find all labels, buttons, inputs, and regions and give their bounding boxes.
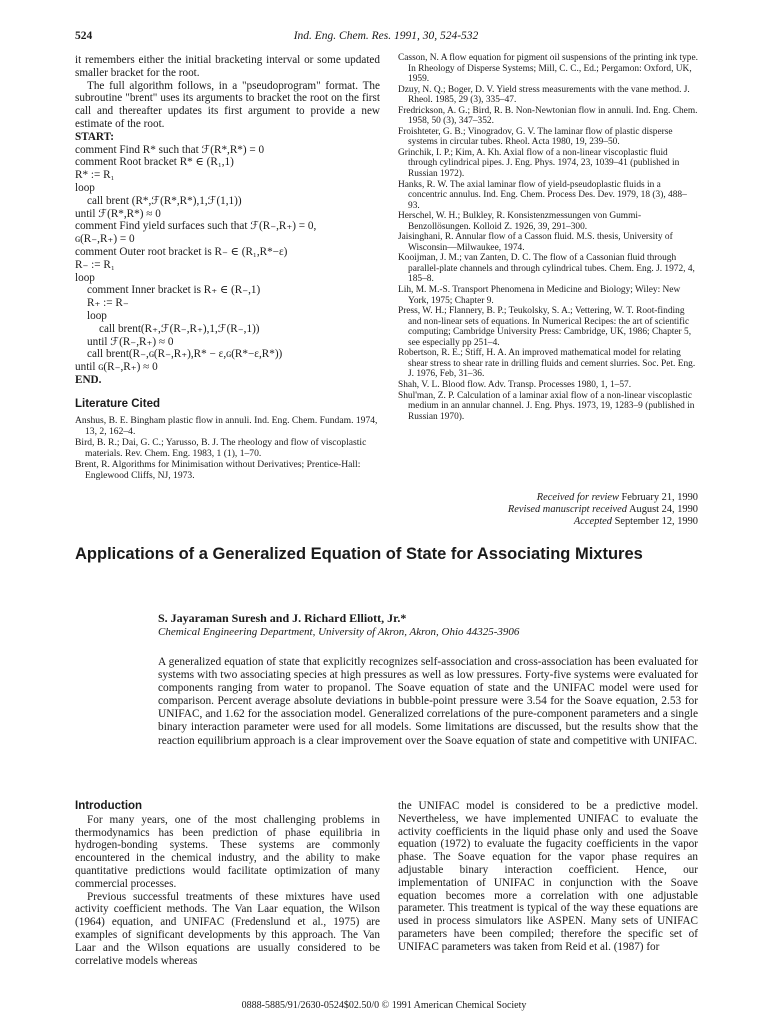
reference-item: Froishteter, G. B.; Vinogradov, G. V. The laminar flow of plastic disperse systems in circular tubes. Rheol. Acta 1980, 19, 239–50. xyxy=(398,126,673,148)
reference-item: Brent, R. Algorithms for Minimisation without Derivatives; Prentice-Hall: Englewood Cliffs, NJ, 1973. xyxy=(75,458,361,481)
reference-item: Casson, N. A flow equation for pigment oil suspensions of the printing ink type. In Rheology of Disperse Systems; Mill, C. C., Ed.; Pergamon: Oxford, UK, 1959. xyxy=(398,53,698,85)
reference-item: Bird, B. R.; Dai, G. C.; Yarusso, B. J. The rheology and flow of viscoplastic materials. Rev. Chem. Eng. 1983, 1 (1), 1–70. xyxy=(75,436,367,459)
algorithm-line: ɢ(R₋,R₊) = 0 xyxy=(75,233,135,246)
reference-item: Anshus, B. E. Bingham plastic flow in annuli. Ind. Eng. Chem. Fundam. 1974, 13, 2, 162–4. xyxy=(75,414,378,437)
paragraph: the UNIFAC model is considered to be a predictive model. Nevertheless, we have implemented UNIFAC to evaluate the activity coefficients in the liquid phase only and used the Soave equation (1972) to evaluate the fugacity coefficients in the vapor phase. The Soave equation for the vapor phase requires an adjustable binary interaction coefficient. Hence, our implementation of UNIFAC in conjunction with the Soave equation becomes more a correlation with one adjustable parameter. This treatment is typical of the way these equations are used in process simulators like ASPEN. Many sets of UNIFAC parameters have been compiled; therefore the specific set of UNIFAC parameters was taken from Reid et al. (1987) for xyxy=(398,800,698,953)
running-header xyxy=(75,30,697,46)
algorithm-line: call brent(R₊,ℱ(R₋,R₊),1,ℱ(R₋,1)) xyxy=(99,322,260,335)
copyright-footer: 0888-5885/91/2630-0524$02.50/0 © 1991 American Chemical Society xyxy=(241,1000,527,1011)
algorithm-line: comment Inner bracket is R₊ ∈ (R₋,1) xyxy=(87,284,261,297)
reference-item: Shul'man, Z. P. Calculation of a laminar axial flow of a non-linear viscoplastic medium in an annular channel. J. Eng. Phys. 1973, 19, 1283–9 (published in Russian 1970). xyxy=(398,390,695,422)
accepted-line: Accepted September 12, 1990 xyxy=(573,516,698,528)
algorithm-line: R₊ := R₋ xyxy=(87,297,129,310)
journal-reference: Ind. Eng. Chem. Res. 1991, 30, 524-532 xyxy=(293,30,479,42)
algorithm-line: R* := R₁ xyxy=(75,169,115,182)
reference-item: Jaisinghani, R. Annular flow of a Casson fluid. M.S. thesis, University of Wisconsin—Milwaukee, 1974. xyxy=(398,232,673,253)
paragraph: Previous successful treatments of these mixtures have used activity coefficient methods. The Van Laar equation, the Wilson (1964) equation, and UNIFAC (Fredenslund et al., 1975) are examples of significant developments by this approach. The Van Laar and the Wilson equations are usually considered to be correlative models whereas xyxy=(75,890,380,967)
page-number: 524 xyxy=(75,30,93,42)
algorithm-line: comment Root bracket R* ∈ (R₁,1) xyxy=(75,156,234,169)
revised-line: Revised manuscript received August 24, 1990 xyxy=(507,504,698,516)
reference-item: Kooijman, J. M.; van Zanten, D. C. The flow of a Cassonian fluid through parallel-plate channels and through cylindrical tubes. Chem. Eng. J. 1972, 4, 185–8. xyxy=(398,253,695,285)
paragraph: it remembers either the initial bracketing interval or some updated smaller bracket for the root. xyxy=(75,54,380,79)
introduction-right xyxy=(398,800,698,954)
algorithm-line: comment Find yield surfaces such that ℱ(R₋,R₊) = 0, xyxy=(75,220,317,233)
author-affiliation: Chemical Engineering Department, University of Akron, Akron, Ohio 44325-3906 xyxy=(158,626,520,638)
article-authors: S. Jayaraman Suresh and J. Richard Elliott, Jr.* xyxy=(158,611,407,625)
reference-item: Herschel, W. H.; Bulkley, R. Konsistenzmessungen von Gummi-Benzollösungen. Kolloid Z. 1926, 39, 291–300. xyxy=(398,211,642,232)
reference-item: Dzuy, N. Q.; Boger, D. V. Yield stress measurements with the vane method. J. Rheol. 1985, 29 (3), 335–47. xyxy=(398,84,690,106)
reference-item: Press, W. H.; Flannery, B. P.; Teukolsky, S. A.; Vettering, W. T. Root-finding and non-linear sets of equations. In Numerical Recipes: the art of scientific computing; Cambridge University Press: Cambridge, UK, 1986; Chapter 5, see especially pp 251–4. xyxy=(398,306,692,348)
algorithm-line: END. xyxy=(75,373,102,386)
paragraph: The full algorithm follows, in a "pseudoprogram" format. The subroutine "brent" uses its arguments to bracket the root on the first call and thereafter updates its first argument to provide a new estimate of the root. xyxy=(75,79,380,130)
algorithm-listing xyxy=(75,144,380,387)
reference-item: Grinchik, I. P.; Kim, A. Kh. Axial flow of a non-linear viscoplastic fluid through cylindrical pipes. J. Eng. Phys. 1974, 23, 1039–41 (published in Russian 1972). xyxy=(398,147,680,180)
literature-cited-heading: Literature Cited xyxy=(75,397,160,410)
algorithm-line: call brent(R₋,ɢ(R₋,R₊),R* − ε,ɢ(R*−ε,R*)) xyxy=(87,348,283,361)
left-column-top xyxy=(75,54,380,481)
paragraph: For many years, one of the most challenging problems in thermodynamics has been prediction of phase equilibria in hydrogen-bonding systems. These systems are commonly encountered in the chemical industry, and the ability to make quantitative predictions would facilitate optimization of many commercial processes. xyxy=(75,813,380,890)
reference-item: Lih, M. M.-S. Transport Phenomena in Medicine and Biology; Wiley: New York, 1975; Chapter 9. xyxy=(398,285,681,306)
algorithm-line: until ℱ(R₋,R₊) ≈ 0 xyxy=(87,335,174,348)
algorithm-line: loop xyxy=(75,181,95,194)
abstract: A generalized equation of state that explicitly recognizes self-association and cross-association has been evaluated for systems with two associating species at high pressures as well as low pressures. Forty-five systems were evaluated for components ranging from water to propanol. The Soave equation of state and the UNIFAC model were used for comparison. Percent average absolute deviations in bubble-point pressure were 3.54 for the Soave equation, 2.53 for UNIFAC, and 1.62 for the association model. Generalized correlations of the pure-component parameters and a single binary interaction parameter were used for all models. Some limitations are discussed, but the results show that the reaction equilibrium approach is a clear improvement over the Soave equation of state and competitive with UNIFAC. xyxy=(158,656,698,747)
received-dates xyxy=(398,492,698,529)
algorithm-line: R₋ := R₁ xyxy=(75,258,115,271)
algorithm-line: loop xyxy=(75,271,95,284)
received-line: Received for review February 21, 1990 xyxy=(536,492,698,503)
algorithm-line: until ɢ(R₋,R₊) ≈ 0 xyxy=(75,361,158,374)
reference-item: Robertson, R. E.; Stiff, H. A. An improved mathematical model for relating shear stress to shear rate in drilling fluids and cement slurries. Soc. Pet. Eng. J. 1976, Feb, 31–36. xyxy=(398,348,696,380)
introduction-left xyxy=(75,800,380,967)
reference-item: Fredrickson, A. G.; Bird, R. B. Non-Newtonian flow in annuli. Ind. Eng. Chem. 1958, 50 (3), 347–352. xyxy=(398,105,698,127)
reference-item: Hanks, R. W. The axial laminar flow of yield-pseudoplastic fluids in a concentric annulus. Ind. Eng. Chem. Process Des. Dev. 1979, 18 (3), 488–93. xyxy=(398,179,687,211)
algorithm-line: loop xyxy=(87,309,107,322)
algorithm-line: call brent (R*,ℱ(R*,R*),1,ℱ(1,1)) xyxy=(87,194,242,207)
reference-item: Shah, V. L. Blood flow. Adv. Transp. Processes 1980, 1, 1–57. xyxy=(398,379,632,390)
algorithm-line: comment Find R* such that ℱ(R*,R*) = 0 xyxy=(75,143,265,156)
algorithm-start-label: START: xyxy=(75,130,114,143)
introduction-heading: Introduction xyxy=(75,800,143,812)
algorithm-line: comment Outer root bracket is R₋ ∈ (R₁,R*−ε) xyxy=(75,245,288,258)
right-column-references xyxy=(398,53,698,422)
article-title: Applications of a Generalized Equation of State for Associating Mixtures xyxy=(75,545,643,563)
algorithm-line: until ℱ(R*,R*) ≈ 0 xyxy=(75,207,161,220)
